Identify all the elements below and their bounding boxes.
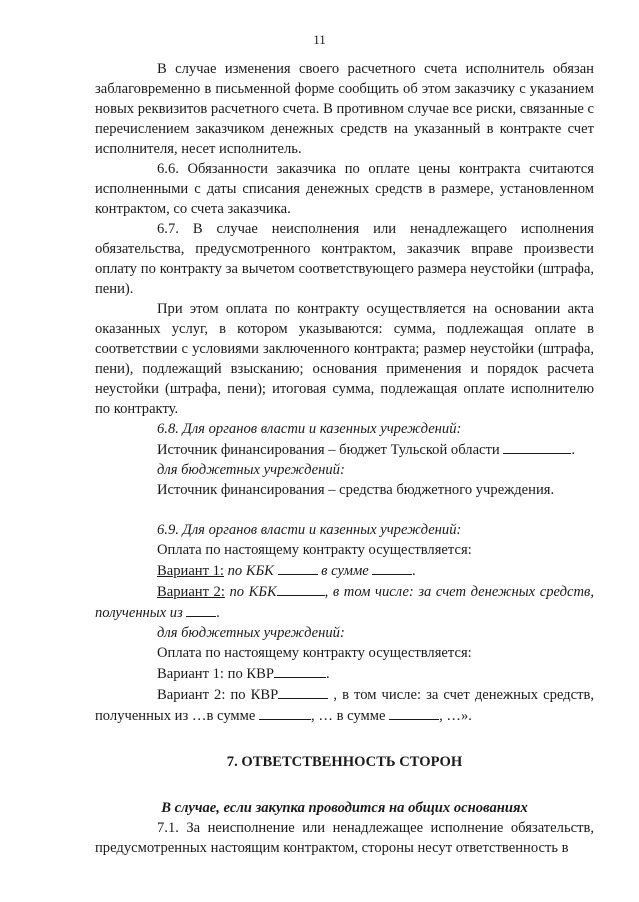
- paragraph-7-1: 7.1. За неисполнение или ненадлежащее исполнение обязательств, предусмотренных настоящим контрактом, стороны несут ответственность в: [95, 820, 594, 856]
- section-7-title: 7. ОТВЕТСТВЕННОСТЬ СТОРОН: [226, 754, 463, 770]
- variant-1-kbk: Вариант 1: по КБК в сумме .: [95, 560, 594, 581]
- document-body: [95, 59, 594, 858]
- paragraph-6-7: 6.7. В случае неисполнения или ненадлежащего исполнения обязательства, предусмотренного контрактом, заказчик вправе произвести оплату по контракту за вычетом соответствующего размера неустойки (штрафа, пени).: [95, 221, 594, 297]
- section-7-subtitle: В случае, если закупка проводится на общих основаниях: [161, 800, 528, 816]
- payment-intro: Оплата по настоящему контракту осуществляется:: [157, 542, 472, 558]
- variant-2-kvr: Вариант 2: по КВР , в том числе: за счет денежных средств, полученных из …в сумме , … в сумме , …».: [95, 684, 594, 726]
- section-6-8-heading: 6.8. Для органов власти и казенных учреждений:: [157, 421, 462, 437]
- blank-field: [278, 560, 318, 575]
- variant-1-kvr: Вариант 1: по КВР .: [95, 663, 594, 684]
- paragraph-6-6: 6.6. Обязанности заказчика по оплате цены контракта считаются исполненными с даты списания денежных средств в размере, установленном контрактом, со счета заказчика.: [95, 161, 594, 217]
- budget-institutions-label-2: для бюджетных учреждений:: [157, 625, 345, 641]
- variant-2-kbk: Вариант 2: по КБК , в том числе: за счет денежных средств, полученных из .: [95, 581, 594, 623]
- section-6-9-heading: 6.9. Для органов власти и казенных учреждений:: [157, 522, 462, 538]
- blank-field: [278, 684, 328, 699]
- payment-intro-2: Оплата по настоящему контракту осуществляется:: [157, 645, 472, 661]
- blank-field: [389, 705, 439, 720]
- blank-field: [186, 602, 216, 617]
- paragraph-account-change: В случае изменения своего расчетного счета исполнитель обязан заблаговременно в письменной форме сообщить об этом заказчику с указанием новых реквизитов расчетного счета. В противном случае все риски, связанные с перечислением заказчиком денежных средств на указанный в контракте счет исполнителя, несет исполнитель.: [95, 61, 594, 157]
- blank-field: [503, 439, 571, 454]
- budget-institutions-label: для бюджетных учреждений:: [157, 462, 345, 478]
- funding-source-budget: Источник финансирования – средства бюджетного учреждения.: [157, 482, 555, 498]
- page-number: 11: [313, 32, 326, 47]
- paragraph-payment-basis: При этом оплата по контракту осуществляется на основании акта оказанных услуг, в котором указываются: сумма, подлежащая оплате в соответствии с условиями заключенного контракта; размер неустойки (штрафа, пени), подлежащий взысканию; основания применения и порядок расчета неустойки (штрафа, пени); итоговая сумма, подлежащая оплате исполнителю по контракту.: [95, 301, 594, 417]
- blank-field: [259, 705, 311, 720]
- blank-field: [277, 581, 325, 596]
- blank-field: [274, 663, 326, 678]
- blank-field: [372, 560, 412, 575]
- funding-source-gov: Источник финансирования – бюджет Тульской области .: [95, 439, 594, 460]
